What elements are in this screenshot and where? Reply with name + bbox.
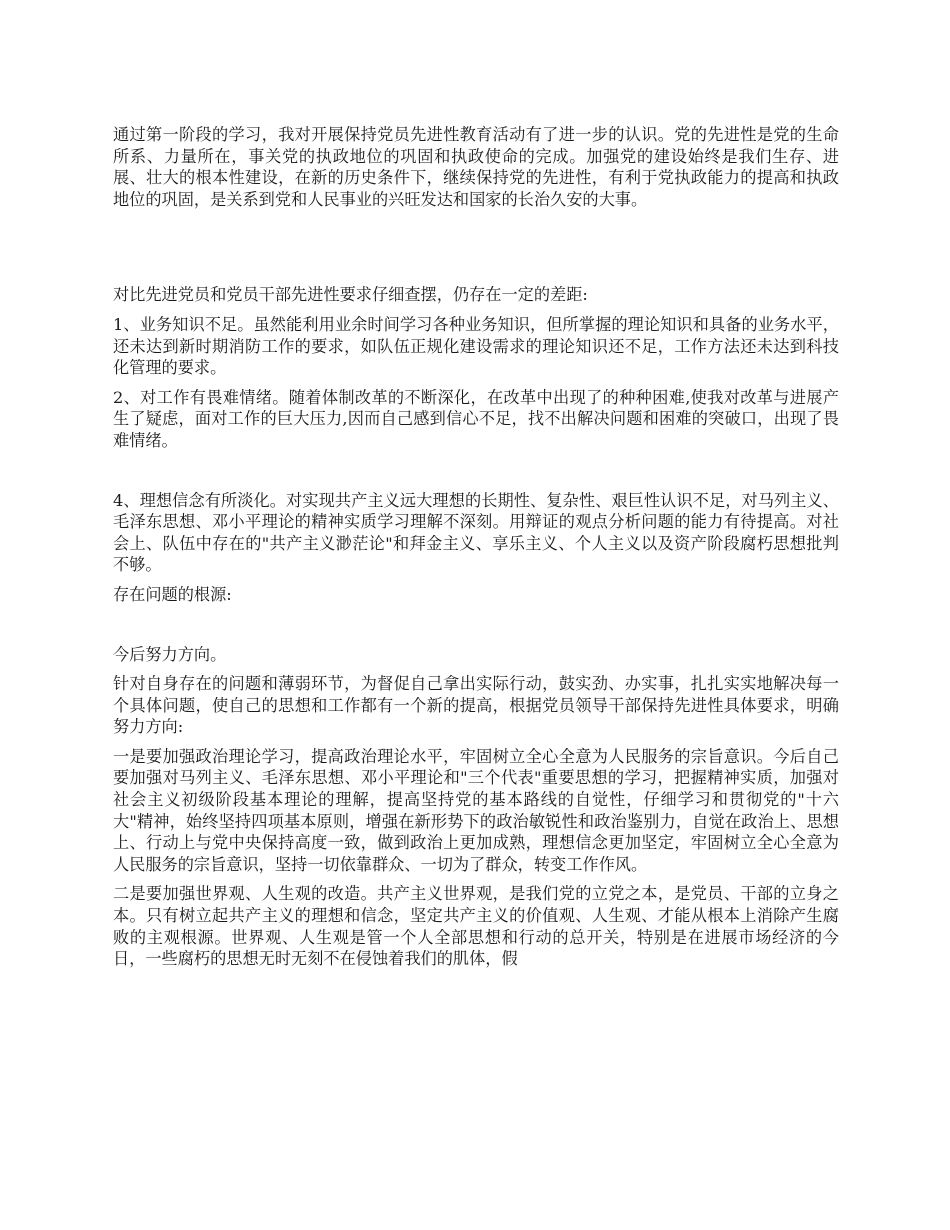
paragraph-direction-1: 一是要加强政治理论学习，提高政治理论水平，牢固树立全心全意为人民服务的宗旨意识。今后自己要加强对马列主义、毛泽东思想、邓小平理论和"三个代表"重要思想的学习，把握精神实质，加强对社会主义初级阶段基本理论的理解，提高坚持党的基本路线的自觉性，仔细学习和贯彻党的"十六大"精神，始终坚持四项基本原则，增强在新形势下的政治敏锐性和政治鉴别力，自觉在政治上、思想上、行动上与党中央保持高度一致，做到政治上更加成熟，理想信念更加坚定，牢固树立全心全意为人民服务的宗旨意识，坚持一切依靠群众、一切为了群众，转变工作作风。 xyxy=(113,746,839,874)
spacer xyxy=(113,738,839,746)
paragraph-item-1: 1、业务知识不足。虽然能利用业余时间学习各种业务知识，但所掌握的理论知识和具备的业务水平，还未达到新时期消防工作的要求，如队伍正规化建设需求的理论知识还不足，工作方法还未达到科技化管理的要求。 xyxy=(113,314,839,378)
paragraph-item-2: 2、对工作有畏难情绪。随着体制改革的不断深化，在改革中出现了的种种困难,使我对改革与进展产生了疑虑，面对工作的巨大压力,因而自己感到信心不足，找不出解决问题和困难的突破口，出现了畏难情绪。 xyxy=(113,387,839,450)
paragraph-direction-2: 二是要加强世界观、人生观的改造。共产主义世界观，是我们党的立党之本，是党员、干部的立身之本。只有树立起共产主义的理想和信念，坚定共产主义的价值观、人生观、才能从根本上消除产生腐败的主观根源。世界观、人生观是管一个人全部思想和行动的总开关，特别是在进展市场经济的今日，一些腐朽的思想无时无刻不在侵蚀着我们的肌体，假 xyxy=(113,884,839,969)
spacer xyxy=(113,306,839,314)
paragraph-gap-summary: 对比先进党员和党员干部先进性要求仔细查摆，仍存在一定的差距: xyxy=(113,285,588,305)
spacer xyxy=(113,210,839,284)
spacer xyxy=(113,875,839,883)
spacer xyxy=(113,452,839,490)
paragraph-intro: 通过第一阶段的学习，我对开展保持党员先进性教育活动有了进一步的认识。党的先进性是党的生命所系、力量所在，事关党的执政地位的巩固和执政使命的完成。加强党的建设始终是我们生存、进展、壮大的根本性建设，在新的历史条件下，继续保持党的先进性，有利于党执政能力的提高和执政地位的巩固，是关系到党和人民事业的兴旺发达和国家的长治久安的大事。 xyxy=(113,125,839,209)
document-page xyxy=(113,124,839,970)
paragraph-item-4: 4、理想信念有所淡化。对实现共产主义远大理想的长期性、复杂性、艰巨性认识不足，对马列主义、毛泽东思想、邓小平理论的精神实质学习理解不深刻。用辩证的观点分析问题的能力有待提高。对社会上、队伍中存在的"共产主义渺茫论"和拜金主义、享乐主义、个人主义以及资产阶段腐朽思想批判不够。 xyxy=(113,490,839,575)
spacer xyxy=(113,576,839,584)
spacer xyxy=(113,379,839,387)
spacer xyxy=(113,665,839,673)
spacer xyxy=(113,606,839,644)
paragraph-direction-intro: 针对自身存在的问题和薄弱环节，为督促自己拿出实际行动，鼓实劲、办实事，扎扎实实地解决每一个具体问题，使自己的思想和工作都有一个新的提高，根据党员领导干部保持先进性具体要求，明确努力方向: xyxy=(113,674,839,737)
paragraph-direction-heading: 今后努力方向。 xyxy=(113,644,227,664)
paragraph-root-causes: 存在问题的根源: xyxy=(113,584,232,604)
